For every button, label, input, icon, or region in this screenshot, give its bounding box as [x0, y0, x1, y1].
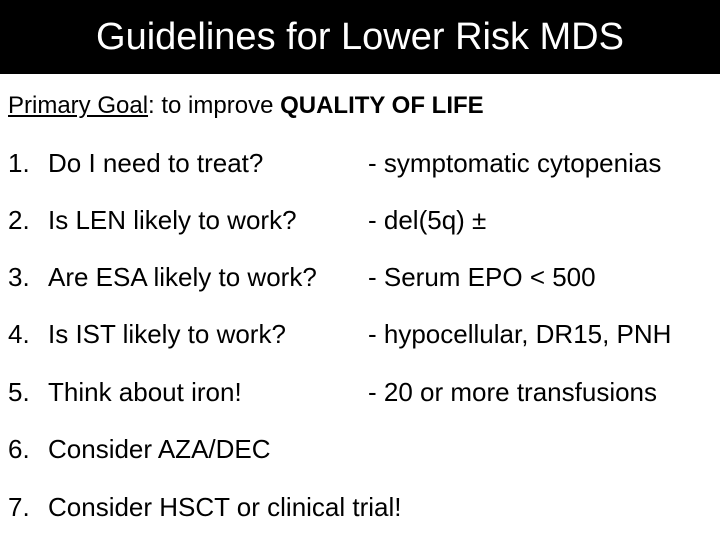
primary-goal-text: to improve [154, 92, 281, 119]
item-number: 1. [8, 148, 30, 178]
list-item [8, 205, 720, 241]
item-question: Consider HSCT or clinical trial! [48, 492, 402, 522]
item-number: 6. [8, 434, 30, 464]
list-item [8, 434, 720, 470]
item-number: 4. [8, 319, 30, 349]
item-question: Is LEN likely to work? [48, 205, 297, 235]
item-question: Consider AZA/DEC [48, 434, 271, 464]
list-item [8, 319, 720, 355]
primary-goal-colon: : [148, 92, 155, 119]
primary-goal [8, 92, 484, 120]
primary-goal-label: Primary Goal [8, 92, 149, 119]
item-criterion: - del(5q) ± [368, 205, 487, 235]
primary-goal-emphasis: QUALITY OF LIFE [280, 92, 484, 119]
title-bar [0, 0, 720, 74]
list-item [8, 492, 720, 528]
list-item [8, 262, 720, 298]
item-criterion: - 20 or more transfusions [368, 377, 658, 407]
item-number: 3. [8, 262, 30, 292]
slide-title: Guidelines for Lower Risk MDS [96, 15, 624, 58]
item-question: Are ESA likely to work? [48, 262, 317, 292]
item-criterion: - symptomatic cytopenias [368, 148, 662, 178]
item-number: 2. [8, 205, 30, 235]
item-criterion: - hypocellular, DR15, PNH [368, 319, 672, 349]
item-number: 7. [8, 492, 30, 522]
list-item [8, 377, 720, 413]
list-item [8, 148, 720, 184]
item-criterion: - Serum EPO < 500 [368, 262, 596, 292]
item-question: Is IST likely to work? [48, 319, 286, 349]
item-question: Do I need to treat? [48, 148, 264, 178]
item-question: Think about iron! [48, 377, 242, 407]
item-number: 5. [8, 377, 30, 407]
